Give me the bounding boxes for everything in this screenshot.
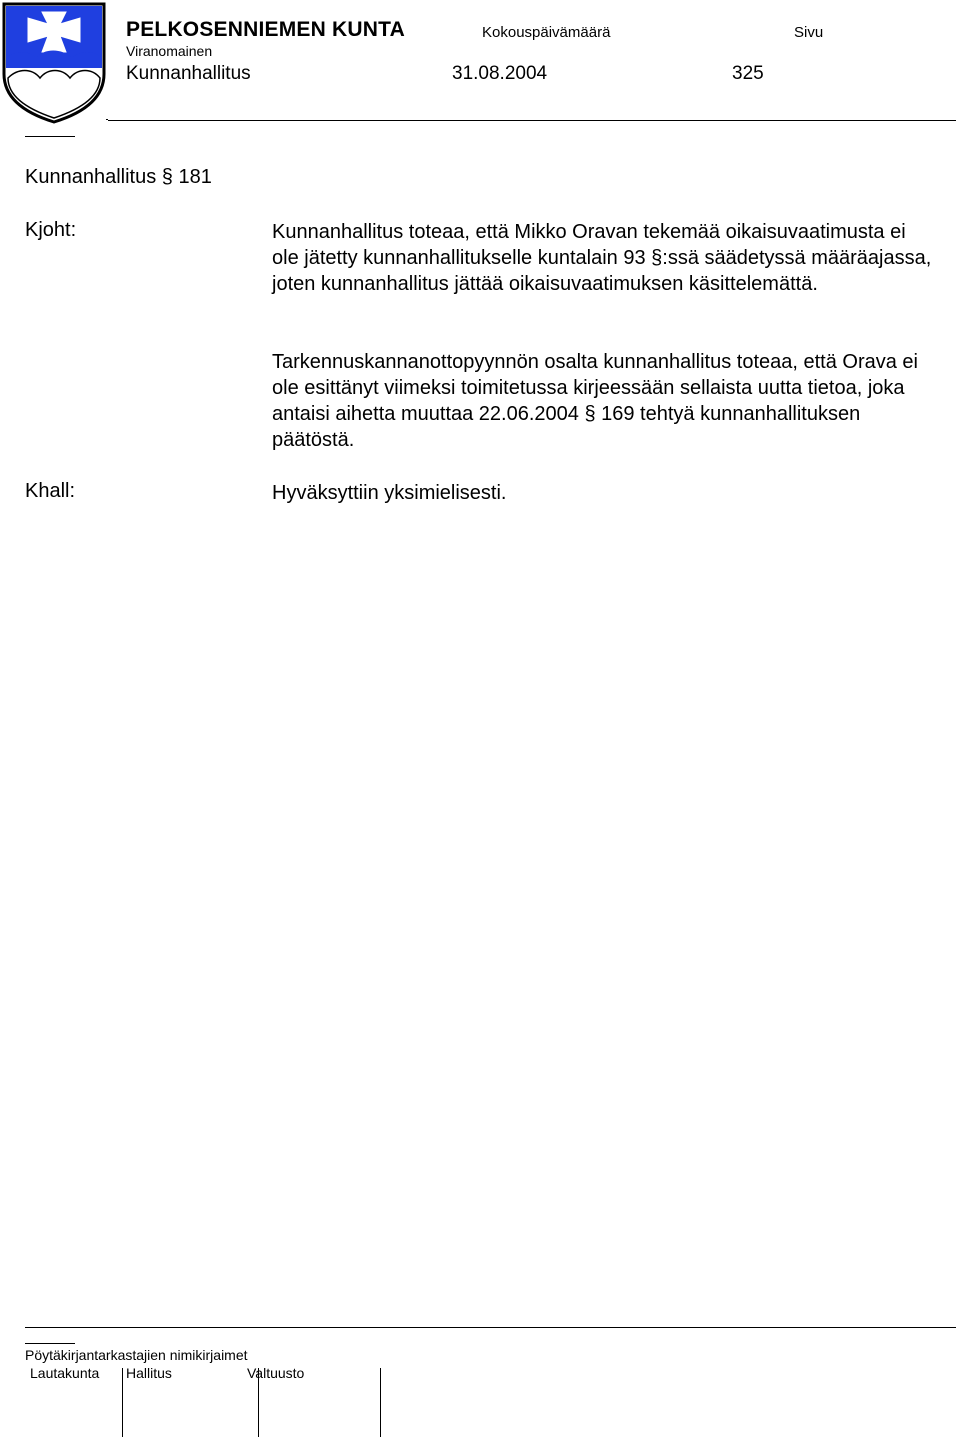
footer-divider [25, 1327, 956, 1328]
header-short-divider [25, 136, 75, 137]
section-heading: Kunnanhallitus § 181 [25, 166, 212, 188]
meeting-date-label: Kokouspäivämäärä [482, 24, 611, 41]
footer-column-lautakunta: Lautakunta [30, 1365, 100, 1381]
entry-paragraph: Kunnanhallitus toteaa, että Mikko Oravan tekemää oikaisuvaatimusta ei ole jätetty kunnanhallitukselle kuntalain 93 §:ssä säädetyssä määräajassa, joten kunnanhallitus jättää oikaisuvaatimuksen käsittelemättä. [272, 221, 932, 295]
authority-label: Viranomainen [126, 43, 213, 59]
entry-label-khall: Khall: [25, 480, 76, 502]
coat-of-arms-icon [2, 2, 106, 124]
footer-short-divider [25, 1343, 75, 1344]
municipality-name: PELKOSENNIEMEN KUNTA [126, 18, 405, 41]
page-number: 325 [732, 63, 764, 84]
header-divider [108, 120, 956, 121]
footer-title: Pöytäkirjantarkastajien nimikirjaimet [25, 1347, 248, 1363]
page-label: Sivu [794, 24, 824, 41]
entry-paragraph: Tarkennuskannanottopyynnön osalta kunnanhallitus toteaa, että Orava ei ole esittänyt viimeksi toimitetussa kirjeessään sellaista uutta tietoa, joka antaisi aihetta muuttaa 22.06.2004 § 169 tehtyä kunnanhallituksen päätöstä. [272, 351, 918, 451]
footer-column-divider [380, 1368, 381, 1437]
authority-value: Kunnanhallitus [126, 63, 251, 84]
footer-column-hallitus: Hallitus [126, 1365, 172, 1381]
entry-label-kjoht: Kjoht: [25, 219, 77, 241]
footer-column-divider [122, 1368, 123, 1437]
footer-column-divider [258, 1368, 259, 1437]
meeting-date: 31.08.2004 [452, 63, 548, 84]
decision-text: Hyväksyttiin yksimielisesti. [272, 482, 507, 504]
footer-column-valtuusto: Valtuusto [247, 1365, 305, 1381]
